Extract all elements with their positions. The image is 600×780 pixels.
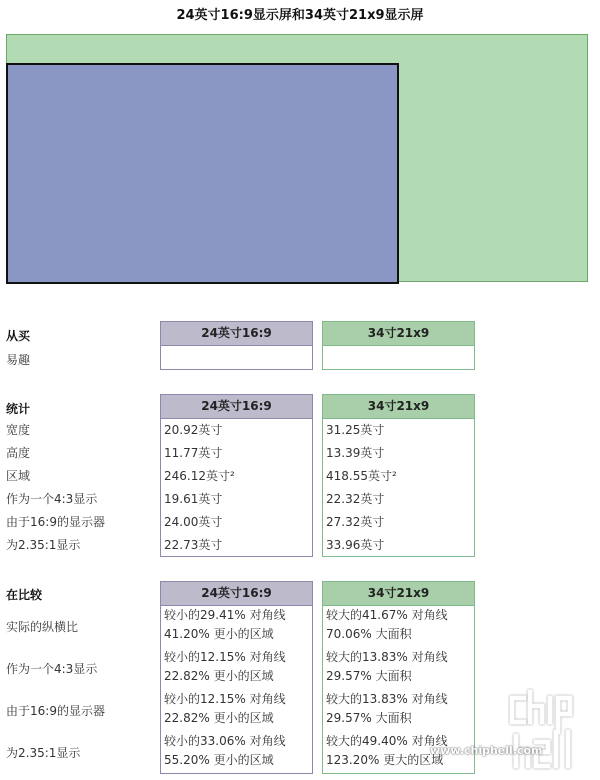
compare-cell-line: 较小的33.06% 对角线 [164, 734, 286, 748]
watermark-url: www.chiphell.com [430, 744, 543, 757]
stats-column-34 [322, 394, 475, 557]
buy-cell-24[interactable] [161, 346, 312, 370]
buy-column-24 [160, 321, 313, 370]
compare-cell-line: 较大的41.67% 对角线 [326, 608, 448, 622]
stats-row-label: 区域 [6, 469, 31, 483]
row-label-ebay: 易趣 [6, 353, 31, 367]
compare-cell-line: 较大的13.83% 对角线 [326, 650, 448, 664]
compare-cell-line: 22.82% 更小的区域 [164, 669, 274, 683]
stats-cell: 13.39英寸 [326, 446, 385, 460]
stats-row-label: 为2.35:1显示 [6, 538, 81, 552]
compare-cell-line: 70.06% 大面积 [326, 627, 412, 641]
stats-row-label: 高度 [6, 446, 31, 460]
compare-cell-line: 较小的12.15% 对角线 [164, 692, 286, 706]
compare-cell-line: 41.20% 更小的区域 [164, 627, 274, 641]
compare-row-label: 由于16:9的显示器 [6, 704, 105, 718]
compare-cell-line: 123.20% 更大的区域 [326, 753, 444, 767]
section-compare-heading: 在比较 [6, 588, 43, 602]
compare-row-label: 实际的纵横比 [6, 620, 79, 634]
compare-cell-line: 较小的12.15% 对角线 [164, 650, 286, 664]
compare-cell [161, 690, 312, 732]
column-header-34: 34寸21x9 [323, 395, 474, 419]
compare-column-24 [160, 581, 313, 774]
compare-cell-line: 较小的29.41% 对角线 [164, 608, 286, 622]
compare-cell [161, 648, 312, 690]
chiphell-watermark-logo [508, 688, 594, 772]
compare-row-label: 作为一个4:3显示 [6, 662, 98, 676]
stats-cell: 19.61英寸 [164, 492, 223, 506]
buy-column-34 [322, 321, 475, 370]
column-header-34: 34寸21x9 [323, 582, 474, 606]
compare-cell-line: 29.57% 大面积 [326, 669, 412, 683]
stats-cell: 31.25英寸 [326, 423, 385, 437]
compare-cell-line: 较大的13.83% 对角线 [326, 692, 448, 706]
column-header-24: 24英寸16:9 [161, 395, 312, 419]
compare-cell [323, 648, 474, 690]
compare-cell [161, 606, 312, 648]
stats-row-label: 作为一个4:3显示 [6, 492, 98, 506]
buy-cell-34[interactable] [323, 346, 474, 370]
compare-cell [161, 732, 312, 774]
stats-cell: 22.32英寸 [326, 492, 385, 506]
compare-labels [6, 606, 156, 774]
screen-24-inch-rect [6, 63, 399, 284]
compare-cell-line: 55.20% 更小的区域 [164, 753, 274, 767]
stats-labels [6, 419, 156, 557]
compare-cell-line: 较大的49.40% 对角线 [326, 734, 448, 748]
compare-cell [323, 606, 474, 648]
stats-cell: 24.00英寸 [164, 515, 223, 529]
stats-row-label: 由于16:9的显示器 [6, 515, 105, 529]
compare-cell-line: 22.82% 更小的区域 [164, 711, 274, 725]
column-header-24: 24英寸16:9 [161, 582, 312, 606]
stats-cell: 20.92英寸 [164, 423, 223, 437]
stats-cell: 11.77英寸 [164, 446, 223, 460]
section-buy-heading: 从买 [6, 329, 31, 343]
column-header-24: 24英寸16:9 [161, 322, 312, 346]
stats-cell: 33.96英寸 [326, 538, 385, 552]
compare-cell-line: 29.57% 大面积 [326, 711, 412, 725]
stats-cell: 27.32英寸 [326, 515, 385, 529]
stats-cell: 418.55英寸² [326, 469, 397, 483]
stats-cell: 22.73英寸 [164, 538, 223, 552]
compare-row-label: 为2.35:1显示 [6, 746, 81, 760]
stats-row-label: 宽度 [6, 423, 31, 437]
compare-cell [323, 690, 474, 732]
section-stats-heading: 统计 [6, 402, 31, 416]
stats-column-24 [160, 394, 313, 557]
stats-cell: 246.12英寸² [164, 469, 235, 483]
column-header-34: 34寸21x9 [323, 322, 474, 346]
page-title: 24英寸16:9显示屏和34英寸21x9显示屏 [176, 8, 424, 23]
